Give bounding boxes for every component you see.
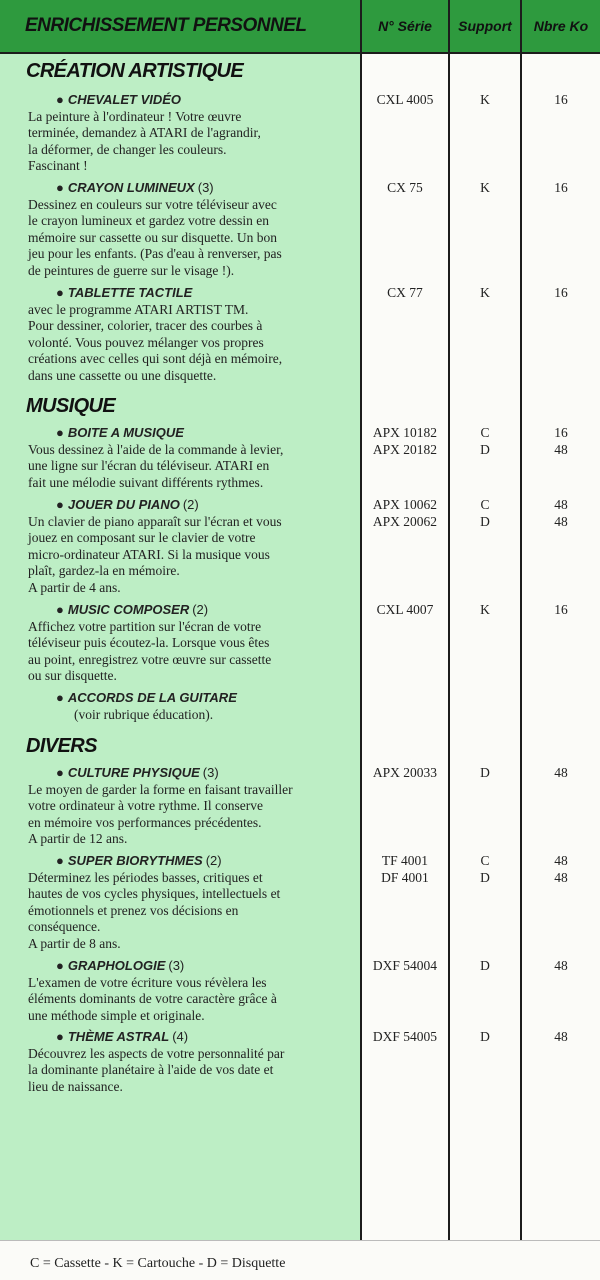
entry-title: ● GRAPHOLOGIE (3) <box>56 958 185 973</box>
cell-serie: DXF 54004 <box>372 958 438 973</box>
table-header <box>0 0 600 54</box>
entry-accords-guitare <box>0 690 330 723</box>
cell-ko: 48 <box>554 958 568 973</box>
entry-culture-physique <box>0 765 330 848</box>
cell-ko: 48 <box>554 1029 568 1044</box>
cell-serie: CXL 4005 <box>376 92 434 107</box>
cell-ko: 16 <box>554 180 568 195</box>
entry-description: La peinture à l'ordinateur ! Votre œuvre terminée, demandez à ATARI de l'agrandir, la déformer, de changer les couleurs. Fascinant ! <box>28 108 261 173</box>
entry-description: (voir rubrique éducation). <box>74 706 214 722</box>
cell-serie: TF 4001 DF 4001 <box>381 853 429 885</box>
entry-description: avec le programme ATARI ARTIST TM. Pour dessiner, colorier, tracer des courbes à volonté. Vous pouvez mélanger vos propres créations avec celles qui sont déjà en mémoire, dans une cassette ou une disquette. <box>28 301 283 383</box>
entry-title: ● SUPER BIORYTHMES (2) <box>56 853 222 868</box>
entry-chevalet-video <box>0 92 330 175</box>
cell-support: K <box>480 180 490 195</box>
entry-description: Dessinez en couleurs sur votre téléviseur avec le crayon lumineux et gardez votre dessin en mémoire sur cassette ou sur disquette. Un bon jeu pour les enfants. (Pas d'eau à renverser, pas de peintures de guerre sur le visage !). <box>28 196 282 278</box>
cell-support: C D <box>480 425 490 457</box>
entry-tablette-tactile <box>0 285 330 384</box>
header-support: Support <box>458 18 512 34</box>
cell-serie: DXF 54005 <box>372 1029 438 1044</box>
cell-ko: 48 48 <box>554 497 568 529</box>
legend: C = Cassette - K = Cartouche - D = Disquette <box>30 1256 286 1271</box>
cell-support: D <box>480 958 490 973</box>
cell-support: D <box>480 765 490 780</box>
cell-ko: 48 <box>554 765 568 780</box>
cell-ko: 16 <box>554 602 568 617</box>
cell-serie: APX 10062 APX 20062 <box>372 497 438 529</box>
cell-serie: APX 20033 <box>372 765 438 780</box>
entry-title: ● CRAYON LUMINEUX (3) <box>56 180 214 195</box>
page-title: ENRICHISSEMENT PERSONNEL <box>25 15 307 36</box>
entry-title: ● THÈME ASTRAL (4) <box>56 1029 189 1044</box>
entry-super-biorythmes <box>0 853 330 952</box>
entry-description: Déterminez les périodes basses, critiques et hautes de vos cycles physiques, intellectuels et émotionnels et prenez vos décisions en conséquence. A partir de 8 ans. <box>28 869 281 951</box>
entry-graphologie <box>0 958 330 1024</box>
entry-title: ● CHEVALET VIDÉO <box>56 92 182 107</box>
cell-support: C D <box>480 853 490 885</box>
cell-serie: APX 10182 APX 20182 <box>372 425 438 457</box>
cell-support: K <box>480 285 490 300</box>
entry-description: Le moyen de garder la forme en faisant travailler votre ordinateur à votre rythme. Il conserve en mémoire vos performances précédentes. A partir de 12 ans. <box>28 781 293 846</box>
entry-title: ● JOUER DU PIANO (2) <box>56 497 199 512</box>
cell-ko: 16 <box>554 92 568 107</box>
cell-support: D <box>480 1029 490 1044</box>
cell-ko: 16 48 <box>554 425 568 457</box>
cell-support: K <box>480 602 490 617</box>
entry-title: ● MUSIC COMPOSER (2) <box>56 602 209 617</box>
cell-ko: 48 48 <box>554 853 568 885</box>
header-ko: Nbre Ko <box>533 18 589 34</box>
entry-theme-astral <box>0 1029 330 1095</box>
entry-description: Découvrez les aspects de votre personnalité par la dominante planétaire à l'aide de vos date et lieu de naissance. <box>28 1045 285 1094</box>
bottom-rule <box>0 1240 600 1241</box>
entry-title: ● ACCORDS DE LA GUITARE <box>56 690 237 705</box>
entry-description: L'examen de votre écriture vous révèlera les éléments dominants de votre caractère grâce à une méthode simple et originale. <box>28 974 277 1023</box>
entry-title: ● CULTURE PHYSIQUE (3) <box>56 765 219 780</box>
section-title-musique: MUSIQUE <box>26 395 116 417</box>
cell-serie: CXL 4007 <box>376 602 434 617</box>
cell-serie: CX 75 <box>387 180 423 195</box>
cell-support: K <box>480 92 490 107</box>
header-serie: N° Série <box>378 18 432 34</box>
section-title-creation: CRÉATION ARTISTIQUE <box>26 60 244 82</box>
section-title-divers: DIVERS <box>26 735 97 757</box>
entry-music-composer <box>0 602 330 685</box>
entry-crayon-lumineux <box>0 180 330 279</box>
entry-description: Vous dessinez à l'aide de la commande à levier, une ligne sur l'écran du téléviseur. ATARI en fait une mélodie suivant différents rythmes. <box>28 441 284 490</box>
entry-description: Un clavier de piano apparaît sur l'écran et vous jouez en composant sur le clavier de votre micro-ordinateur ATARI. Si la musique vous plaît, gardez-la en mémoire. A partir de 4 ans. <box>28 513 282 595</box>
cell-support: C D <box>480 497 490 529</box>
entry-description: Affichez votre partition sur l'écran de votre téléviseur puis écoutez-la. Lorsque vous êtes au point, enregistrez votre œuvre sur cassette ou sur disquette. <box>28 618 272 683</box>
cell-serie: CX 77 <box>387 285 423 300</box>
entry-boite-a-musique <box>0 425 330 491</box>
entry-title: ● TABLETTE TACTILE <box>56 285 193 300</box>
entry-title: ● BOITE A MUSIQUE <box>56 425 184 440</box>
cell-ko: 16 <box>554 285 568 300</box>
entry-jouer-du-piano <box>0 497 330 596</box>
